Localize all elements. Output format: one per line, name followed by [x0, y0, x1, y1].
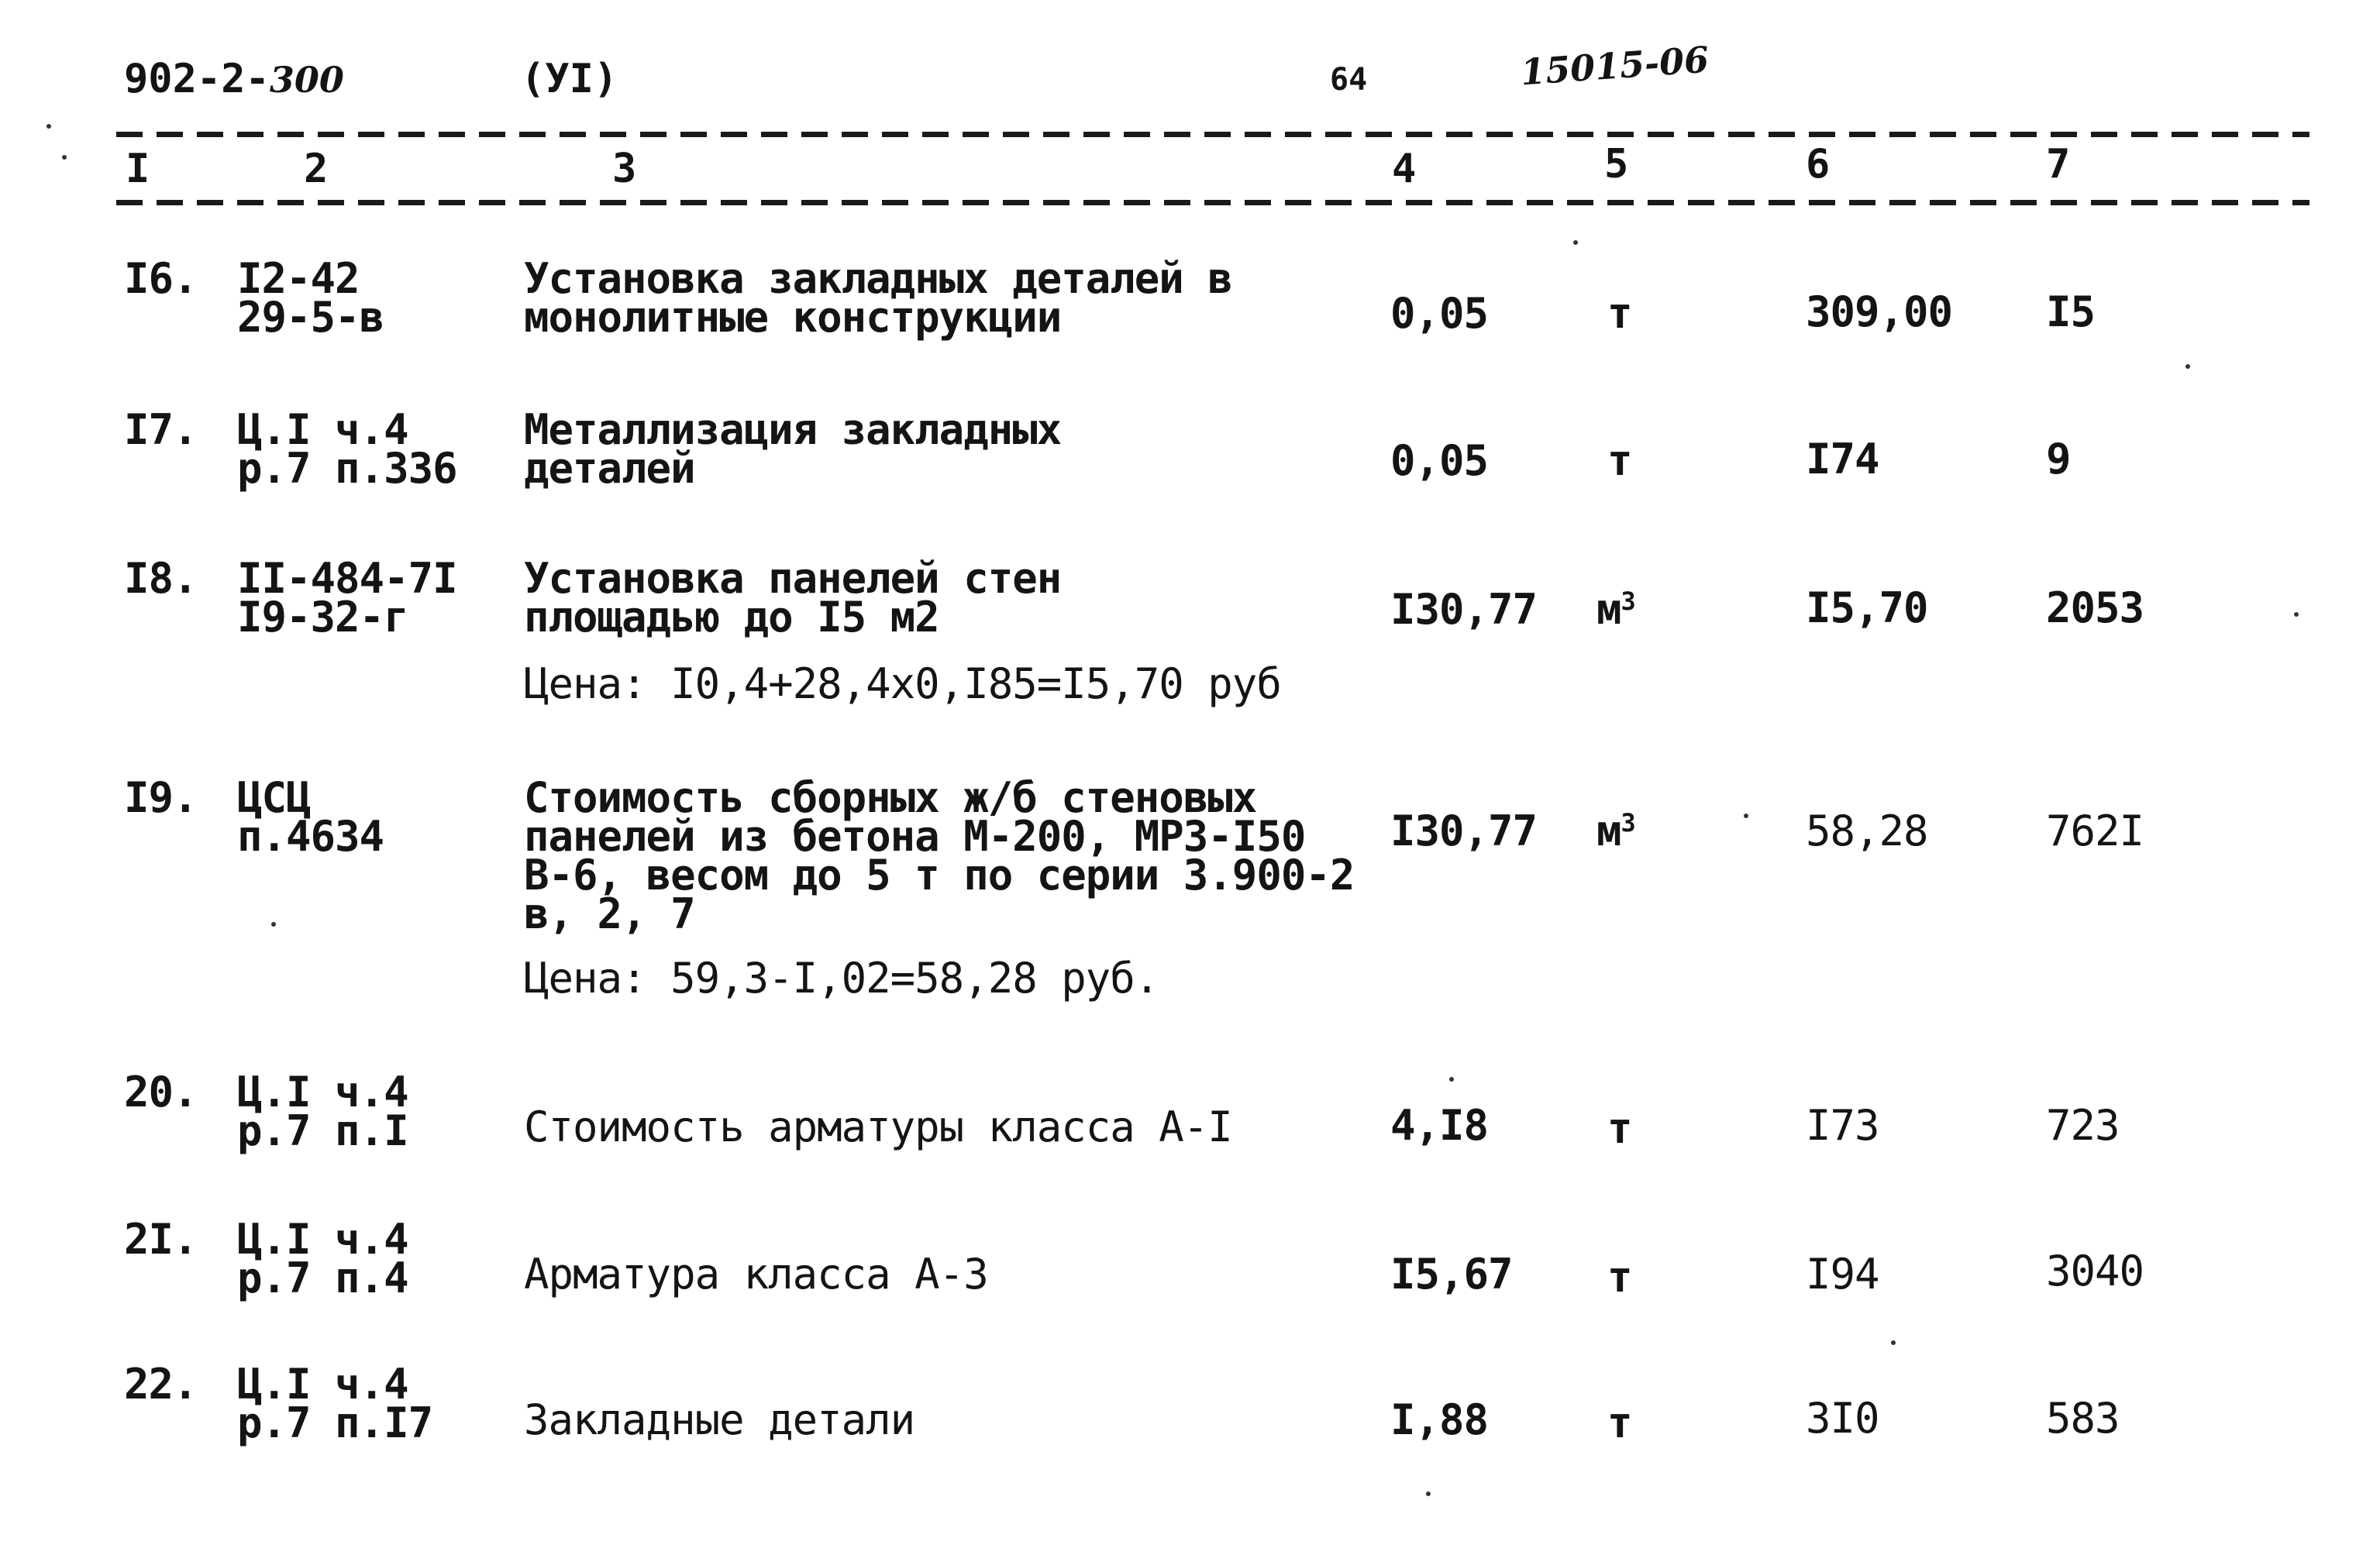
row-quantity: I,88: [1390, 1395, 1489, 1444]
scan-speck: [1891, 1340, 1896, 1345]
row-code: [237, 1215, 408, 1302]
row-description-line: Арматура класса А-3: [524, 1250, 988, 1299]
column-header-1: I: [126, 146, 150, 192]
row-quantity: I5,67: [1390, 1250, 1513, 1299]
row-code-line: ЦСЦ: [237, 773, 311, 822]
column-header-7: 7: [2046, 141, 2071, 187]
scan-speck: [2294, 612, 2299, 617]
row-description-line: в, 2, 7: [524, 889, 695, 938]
row-number: 20.: [124, 1068, 198, 1116]
row-code-line: I9-32-г: [237, 593, 408, 642]
row-description: [524, 254, 1232, 342]
row-unit-base: м: [1596, 807, 1621, 855]
row-unit: т: [1607, 289, 1632, 338]
row-quantity: I30,77: [1390, 807, 1538, 855]
page-number: 64: [1330, 62, 1368, 98]
row-description-line: В-6, весом до 5 т по серии 3.900-2: [524, 851, 1355, 900]
document-code-handwritten: 300: [269, 59, 344, 101]
document-code-prefix: 902-2-: [124, 56, 270, 102]
row-code-line: п.4634: [237, 812, 384, 861]
handwritten-inventory-note: 15015-06: [1519, 38, 1710, 94]
section-label: (УI): [521, 56, 618, 102]
row-unit-price: 309,00: [1806, 287, 1953, 336]
row-code-line: р.7 п.I7: [237, 1398, 433, 1447]
row-unit: т: [1607, 1104, 1632, 1153]
scan-speck: [46, 124, 51, 129]
row-code-line: Ц.I ч.4: [237, 405, 408, 454]
row-description-line: Закладные детали: [524, 1395, 915, 1444]
row-number: 22.: [124, 1360, 198, 1409]
row-description: [524, 405, 1062, 493]
row-price-note: Цена: 59,3-I,02=58,28 руб.: [524, 954, 1159, 1003]
row-code-line: Ц.I ч.4: [237, 1215, 408, 1264]
column-header-3: 3: [612, 146, 637, 192]
row-quantity: 4,I8: [1390, 1101, 1489, 1150]
document-code: [124, 56, 344, 102]
scan-speck: [62, 155, 67, 160]
row-total: 3040: [2046, 1247, 2144, 1295]
row-code: [237, 1360, 433, 1447]
row-quantity: I30,77: [1390, 585, 1538, 634]
row-number: 2I.: [124, 1215, 198, 1264]
row-price-note: Цена: I0,4+28,4x0,I85=I5,70 руб: [524, 659, 1281, 708]
row-total: 583: [2046, 1394, 2120, 1443]
row-unit: [1596, 585, 1635, 634]
row-unit-exponent: 3: [1621, 587, 1635, 616]
row-code-line: II-484-7I: [237, 554, 457, 603]
row-unit-exponent: 3: [1621, 808, 1635, 838]
row-code: [237, 554, 457, 642]
row-unit: т: [1607, 436, 1632, 485]
row-unit-price: 58,28: [1806, 807, 1928, 855]
scan-speck: [1573, 240, 1578, 245]
scan-speck: [2185, 364, 2190, 369]
scan-speck: [1744, 814, 1748, 818]
scan-speck: [1426, 1491, 1431, 1496]
row-code-line: Ц.I ч.4: [237, 1068, 408, 1116]
row-code-line: р.7 п.336: [237, 444, 457, 493]
row-description-line: Стоимость арматуры класса А-I: [524, 1103, 1232, 1151]
row-code-line: р.7 п.I: [237, 1106, 408, 1155]
row-total: 723: [2046, 1101, 2120, 1150]
row-total: 762I: [2046, 807, 2144, 855]
row-total: 9: [2046, 435, 2071, 483]
row-code: [237, 1068, 408, 1155]
row-description: [524, 1395, 915, 1444]
row-unit-price: 3I0: [1806, 1394, 1879, 1443]
row-total: 2053: [2046, 583, 2144, 632]
row-description-line: деталей: [524, 444, 695, 493]
scan-speck: [1449, 1077, 1454, 1082]
row-unit: т: [1607, 1253, 1632, 1302]
column-header-4: 4: [1392, 146, 1417, 192]
row-unit: [1596, 807, 1635, 855]
row-code-line: I2-42: [237, 254, 360, 303]
row-number: I6.: [124, 254, 198, 303]
row-total: I5: [2046, 287, 2096, 336]
column-header-2: 2: [304, 146, 329, 192]
row-code: [237, 405, 457, 493]
row-description: [524, 773, 1355, 938]
row-description-line: Металлизация закладных: [524, 405, 1062, 454]
row-code: [237, 254, 384, 342]
row-description: [524, 1103, 1232, 1151]
row-description: [524, 1250, 988, 1299]
row-description-line: Стоимость сборных ж/б стеновых: [524, 773, 1257, 822]
header-rule-top: [116, 132, 2309, 137]
row-description-line: монолитные конструкции: [524, 293, 1062, 342]
row-description-line: панелей из бетона М-200, МРЗ-I50: [524, 812, 1306, 861]
row-description-line: Установка закладных деталей в: [524, 254, 1232, 303]
row-number: I9.: [124, 773, 198, 822]
row-description-line: площадью до I5 м2: [524, 593, 939, 642]
row-description-line: Установка панелей стен: [524, 554, 1062, 603]
row-quantity: 0,05: [1390, 436, 1489, 485]
row-code-line: Ц.I ч.4: [237, 1360, 408, 1409]
row-unit-price: I94: [1806, 1250, 1879, 1299]
row-unit-price: I5,70: [1806, 583, 1928, 632]
row-unit: т: [1607, 1398, 1632, 1447]
row-number: I8.: [124, 554, 198, 603]
row-code-line: 29-5-в: [237, 293, 384, 342]
scan-speck: [271, 922, 276, 927]
row-unit-price: I74: [1806, 435, 1879, 483]
column-header-6: 6: [1806, 141, 1831, 187]
column-header-5: 5: [1604, 141, 1629, 187]
row-unit-base: м: [1596, 585, 1621, 634]
row-quantity: 0,05: [1390, 289, 1489, 338]
row-code: [237, 773, 384, 861]
header-rule-bottom: [116, 200, 2309, 205]
row-code-line: р.7 п.4: [237, 1254, 408, 1302]
row-number: I7.: [124, 405, 198, 454]
row-description: [524, 554, 1062, 642]
row-unit-price: I73: [1806, 1101, 1879, 1150]
